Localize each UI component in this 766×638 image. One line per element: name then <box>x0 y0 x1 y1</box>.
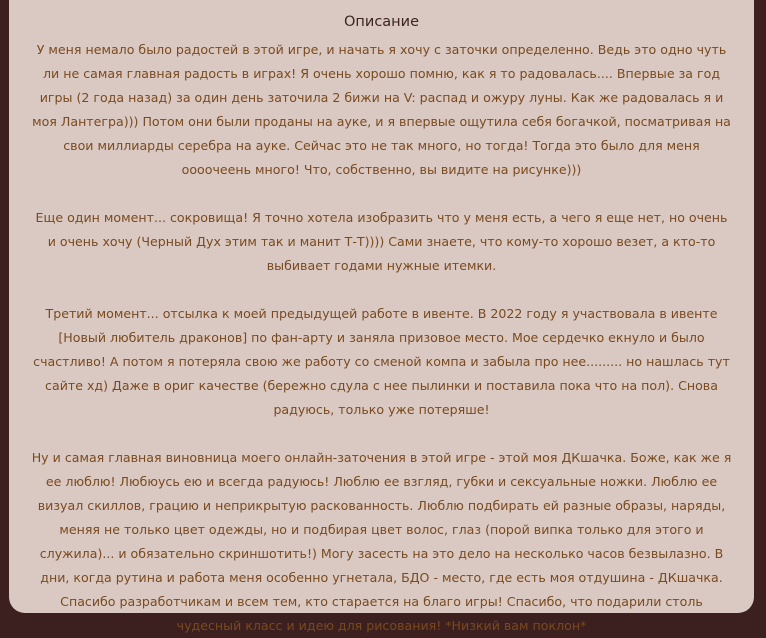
description-paragraph-3: Третий момент... отсылка к моей предыдущей работе в ивенте. В 2022 году я участвовала в ивенте [Новый любитель драконов] по фан-арту и заняла призовое место. Мое сердечко екнуло и было счастливо! А потом я потеряла свою же работу со сменой компа и забыла про нее......... но нашлась тут сайте хд) Даже в ориг качестве (бережно сдула с нее пылинки и поставила пока что на пол). Снова радуюсь, только уже потеряше! <box>33 306 730 417</box>
description-title: Описание <box>344 14 419 30</box>
description-paragraph-1: У меня немало было радостей в этой игре, и начать я хочу с заточки определенно. Ведь это одно чуть ли не самая главная радость в играх! Я очень хорошо помню, как я то радовалась.... Впервые за год игры (2 года назад) за один день заточила 2 бижи на V: распад и ожуру луны. Как же радовалась я и моя Лантегра))) Потом они были проданы на ауке, и я впервые ощутила себя богачкой, посматривая на свои миллиарды серебра на ауке. Сейчас это не так много, но тогда! Тогда это было для меня оооочеень много! Что, собственно, вы видите на рисунке))) <box>32 42 731 177</box>
description-paragraph-2: Еще один момент... сокровища! Я точно хотела изобразить что у меня есть, а чего я еще нет, но очень и очень хочу (Черный Дух этим так и манит Т-Т)))) Сами знаете, что кому-то хорошо везет, а кто-то выбивает годами нужные итемки. <box>35 210 728 273</box>
description-panel <box>9 0 754 633</box>
description-paragraph-4: Ну и самая главная виновница моего онлайн-заточения в этой игре - этой моя ДКшачка. Боже, как же я ее люблю! Любюусь ею и всегда радуюсь! Люблю ее взгляд, губки и сексуальные ножки. Люблю ее визуал скиллов, грацию и неприкрытую раскованность. Люблю подбирать ей разные образы, наряды, меняя не только цвет одежды, но и подбирая цвет волос, глаз (порой випка только для этого и служила)... и обязательно скриншотить!) Могу засесть на это дело на несколько часов безвылазно. В дни, когда рутина и работа меня особенно угнетала, БДО - место, где есть моя отдушина - ДКшачка. Спасибо разработчикам и всем тем, кто старается на благо игры! Спасибо, что подарили столь чудесный класс и идею для рисования! *Низкий вам поклон* <box>31 450 732 633</box>
